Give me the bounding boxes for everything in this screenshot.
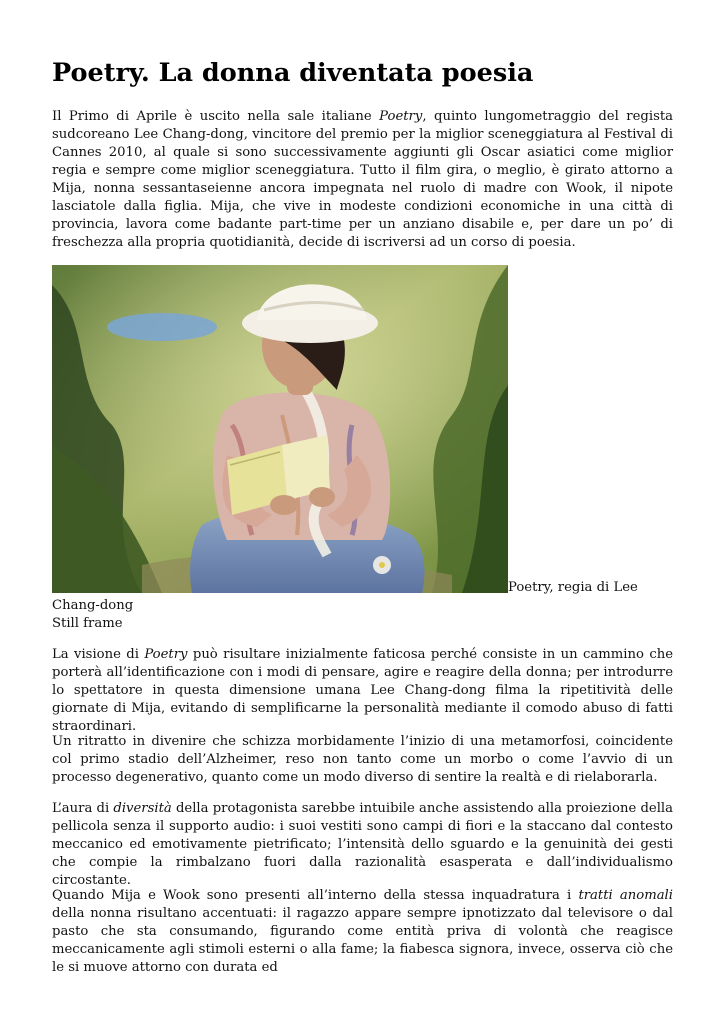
film-title-italic: Poetry [144, 647, 188, 662]
paragraph-intro [52, 108, 673, 252]
paragraph-3: Un ritratto in divenire che schizza morbidamente l’inizio di una metamorfosi, coincidente col primo stadio dell’Alzheimer, reso non tanto come un morbo o come l’avvio di un processo degenerativo, quanto come un modo diverso di sentire la realtà e di rielaborarla. [52, 734, 673, 785]
text-run: può risultare inizialmente faticosa perché consiste in un cammino che porterà all’identificazione con i modi di pensare, agire e reagire della donna; per introdurre lo spettatore in questa dimensione umana Lee Chang-dong filma la ripetitività delle giornate di Mija, evitando di semplificarne la personalità mediante il comodo abuso di fatti straordinari. [52, 647, 674, 734]
figure [52, 265, 673, 631]
emphasis-italic: tratti anomali [578, 888, 673, 903]
paragraph-5 [52, 887, 673, 977]
paragraph-2 [52, 646, 673, 736]
text-run: della protagonista sarebbe intuibile anche assistendo alla proiezione della pellicola senza il supporto audio: i suoi vestiti sono campi di fiori e la staccano dal contesto meccanico ed emotivamente pietrificato; l’intensità dello sguardo e la genuinità dei gesti che compie la rimbalzano fuori dalla razionalità esasperata e dall’individualismo circostante. [52, 801, 673, 888]
emphasis-italic: diversità [113, 801, 172, 816]
figure-caption-line-1: Poetry, regia di Lee [508, 580, 638, 595]
text-run: , quinto lungometraggio del regista sudcoreano Lee Chang-dong, vincitore del premio per la miglior sceneggiatura al Festival di Cannes 2010, al quale si sono successivamente aggiunti gli Oscar asiatici come miglior regia e sempre come miglior sceneggiatura. Tutto il film gira, o meglio, è girato attorno a Mija, nonna sessantaseienne ancora impegnata nel ruolo di madre con Wook, il nipote lasciatole dalla figlia. Mija, che vive in modeste condizioni economiche in una città di provincia, lavora come badante part-time per un anziano disabile e, per dare un po’ di freschezza alla propria quotidianità, decide di iscriversi ad un corso di poesia. [52, 109, 673, 250]
text-run: La visione di [52, 647, 145, 662]
paragraph-4 [52, 800, 673, 890]
film-title-italic: Poetry [379, 109, 423, 124]
text-run: Il Primo di Aprile è uscito nella sale italiane [52, 109, 380, 124]
text-run: Quando Mija e Wook sono presenti all’interno della stessa inquadratura i [52, 888, 579, 903]
film-still-photo [52, 265, 508, 593]
figure-caption-line-2: Chang-dong [52, 598, 134, 613]
text-run: L’aura di [52, 801, 114, 816]
article-title: Poetry. La donna diventata poesia [52, 58, 534, 88]
figure-caption-line-3: Still frame [52, 616, 123, 631]
text-run: della nonna risultano accentuati: il ragazzo appare sempre ipnotizzato dal televisore o dal pasto che sta consumando, figurando come entità priva di volontà che reagisce meccanicamente agli stimoli esterni o alla fame; la fiabesca signora, invece, osserva ciò che le si muove attorno con durata ed [52, 906, 673, 975]
